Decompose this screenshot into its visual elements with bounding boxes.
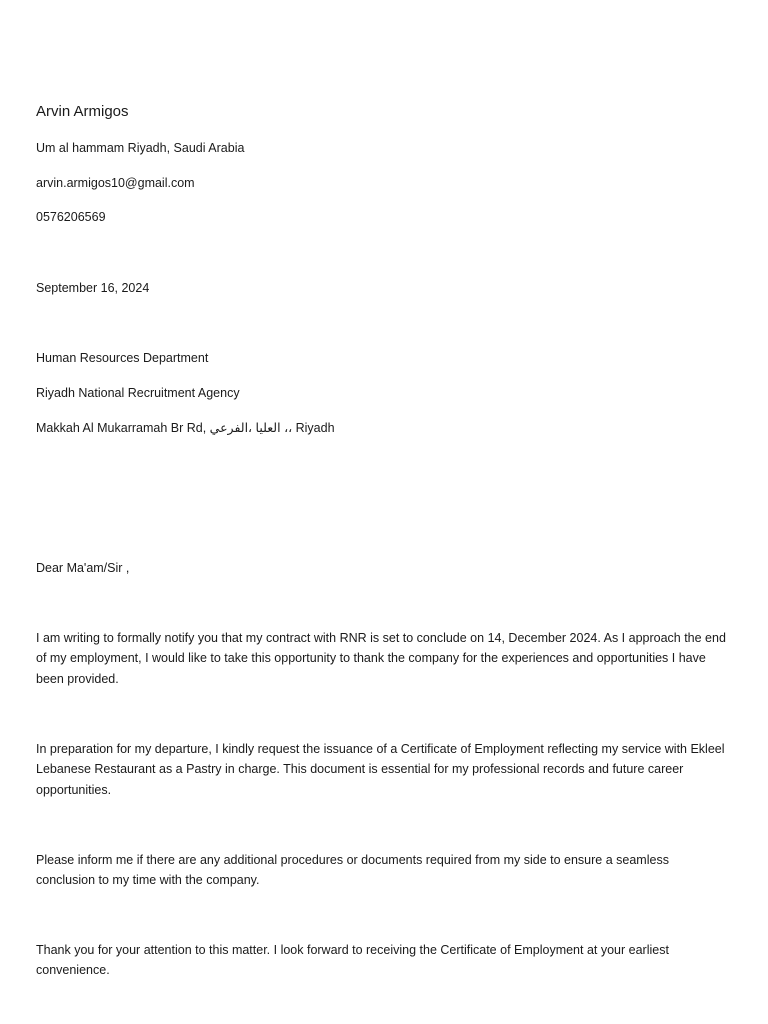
body-paragraph-3: Please inform me if there are any additional procedures or documents required from my side to ensure a seamless conclusion to my time with the company. bbox=[36, 853, 669, 888]
recipient-address: Makkah Al Mukarramah Br Rd, العليا ،الفرعي ،، Riyadh bbox=[36, 421, 335, 435]
body-paragraph-2: In preparation for my departure, I kindly request the issuance of a Certificate of Employment reflecting my service with Ekleel Lebanese Restaurant as a Pastry in charge. This document is essential for my professional records and future career opportunities. bbox=[36, 742, 725, 797]
body-paragraph-1: I am writing to formally notify you that my contract with RNR is set to conclude on 14, December 2024. As I approach the end of my employment, I would like to take this opportunity to thank the company for the experiences and opportunities I have been provided. bbox=[36, 631, 726, 686]
body-paragraph-4: Thank you for your attention to this matter. I look forward to receiving the Certificate of Employment at your earliest convenience. bbox=[36, 943, 669, 978]
sender-name: Arvin Armigos bbox=[36, 103, 129, 120]
recipient-department: Human Resources Department bbox=[36, 351, 209, 365]
sender-email: arvin.armigos10@gmail.com bbox=[36, 176, 195, 190]
recipient-agency: Riyadh National Recruitment Agency bbox=[36, 386, 240, 400]
sender-address: Um al hammam Riyadh, Saudi Arabia bbox=[36, 141, 245, 155]
salutation: Dear Ma'am/Sir , bbox=[36, 561, 130, 575]
letter-date: September 16, 2024 bbox=[36, 281, 150, 295]
sender-phone: 0576206569 bbox=[36, 210, 106, 224]
